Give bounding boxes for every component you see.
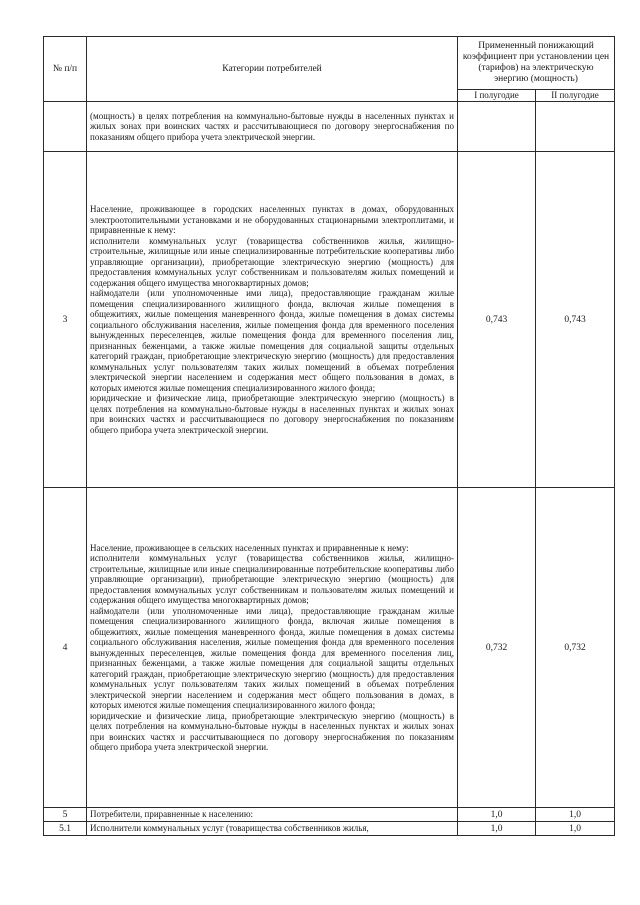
header-category: Категории потребителей <box>87 37 458 102</box>
row-value-half2: 0,732 <box>536 488 615 808</box>
row-number <box>44 102 87 152</box>
row-value-half1: 1,0 <box>458 822 536 836</box>
row-value-half2: 1,0 <box>536 808 615 822</box>
table-row <box>44 808 615 822</box>
table-row <box>44 488 615 808</box>
table-row <box>44 822 615 836</box>
header-coefficient: Примененный понижающий коэффициент при установлении цен (тарифов) на электрическую энергию (мощность) <box>458 37 615 90</box>
row-number: 5.1 <box>44 822 87 836</box>
category-paragraph: Население, проживающее в городских населенных пунктах в домах, оборудованных электроотопительными установками и не оборудованных стационарными электроплитами, и приравненные к нему: <box>90 204 454 235</box>
tariff-coefficient-table <box>43 36 615 836</box>
row-number: 3 <box>44 152 87 488</box>
row-value-half2 <box>536 102 615 152</box>
category-paragraph: (мощность) в целях потребления на коммунально-бытовые нужды в населенных пунктах и жилых зонах при воинских частях и рассчитывающиеся по договору энергоснабжения по показаниям общего прибора учета электрической энергии. <box>90 110 454 142</box>
row-value-half1: 0,743 <box>458 152 536 488</box>
row-category <box>87 822 458 836</box>
category-paragraph: наймодатели (или уполномоченные ими лица), предоставляющие гражданам жилые помещения специализированного жилищного фонда, включая жилые помещения в общежитиях, жилые помещения маневренного фонда, жилые помещения в домах системы социального обслуживания населения, жилые помещения фонда для временного поселения вынужденных переселенцев, жилые помещения фонда для временного поселения лиц, признанных беженцами, а также жилые помещения для социальной защиты отдельных категорий граждан, приобретающие электрическую энергию (мощность) для предоставления коммунальных услуг пользователям таких жилых помещений в объемах потребления электрической энергии населением и содержания мест общего пользования в домах, в которых имеются жилые помещения специализированного жилого фонда; <box>90 288 454 393</box>
category-paragraph: исполнители коммунальных услуг (товарищества собственников жилья, жилищно-строительные, жилищные или иные специализированные потребительские кооперативы либо управляющие организации), приобретающие электрическую энергию (мощность) для предоставления коммунальных услуг собственникам и пользователям жилых помещений и содержания общего имущества многоквартирных домов; <box>90 235 454 288</box>
row-number: 5 <box>44 808 87 822</box>
row-value-half2: 1,0 <box>536 822 615 836</box>
category-paragraph: Потребители, приравненные к населению: <box>90 809 254 820</box>
row-category <box>87 488 458 808</box>
header-num: № п/п <box>44 37 87 102</box>
row-category <box>87 808 458 822</box>
category-paragraph: наймодатели (или уполномоченные ими лица), предоставляющие гражданам жилые помещения специализированного жилищного фонда, включая жилые помещения в общежитиях, жилые помещения маневренного фонда, жилые помещения в домах системы социального обслуживания населения, жилые помещения фонда для временного поселения вынужденных переселенцев, жилые помещения фонда для временного поселения лиц, признанных беженцами, а также жилые помещения для социальной защиты отдельных категорий граждан, приобретающие электрическую энергию (мощность) для предоставления коммунальных услуг пользователям таких жилых помещений в объемах потребления электрической энергии населением и содержания мест общего пользования в домах, в которых имеются жилые помещения специализированного жилого фонда; <box>90 605 454 710</box>
row-number: 4 <box>44 488 87 808</box>
table-row <box>44 102 615 152</box>
table-row <box>44 152 615 488</box>
category-paragraph: юридические и физические лица, приобретающие электрическую энергию (мощность) в целях потребления на коммунально-бытовые нужды в населенных пунктах и жилых зонах при воинских частях и рассчитывающиеся по договору энергоснабжения по показаниям общего прибора учета электрической энергии. <box>90 393 454 435</box>
header-half2: II полугодие <box>536 90 615 102</box>
row-value-half1: 1,0 <box>458 808 536 822</box>
row-category <box>87 102 458 152</box>
header-half1: I полугодие <box>458 90 536 102</box>
row-value-half1: 0,732 <box>458 488 536 808</box>
category-paragraph: исполнители коммунальных услуг (товарищества собственников жилья, жилищно-строительные, жилищные или иные специализированные потребительские кооперативы либо управляющие организации), приобретающие электрическую энергию (мощность) для предоставления коммунальных услуг собственникам и пользователям жилых помещений и содержания общего имущества многоквартирных домов; <box>90 553 454 605</box>
row-value-half2: 0,743 <box>536 152 615 488</box>
category-paragraph: Население, проживающее в сельских населенных пунктах и приравненные к нему: <box>90 542 409 553</box>
category-paragraph: юридические и физические лица, приобретающие электрическую энергию (мощность) в целях потребления на коммунально-бытовые нужды в населенных пунктах и жилых зонах при воинских частях и рассчитывающиеся по договору энергоснабжения по показаниям общего прибора учета электрической энергии. <box>90 710 454 752</box>
category-paragraph: Исполнители коммунальных услуг (товарищества собственников жилья, <box>90 823 369 834</box>
header-row <box>44 37 615 90</box>
row-value-half1 <box>458 102 536 152</box>
row-category <box>87 152 458 488</box>
